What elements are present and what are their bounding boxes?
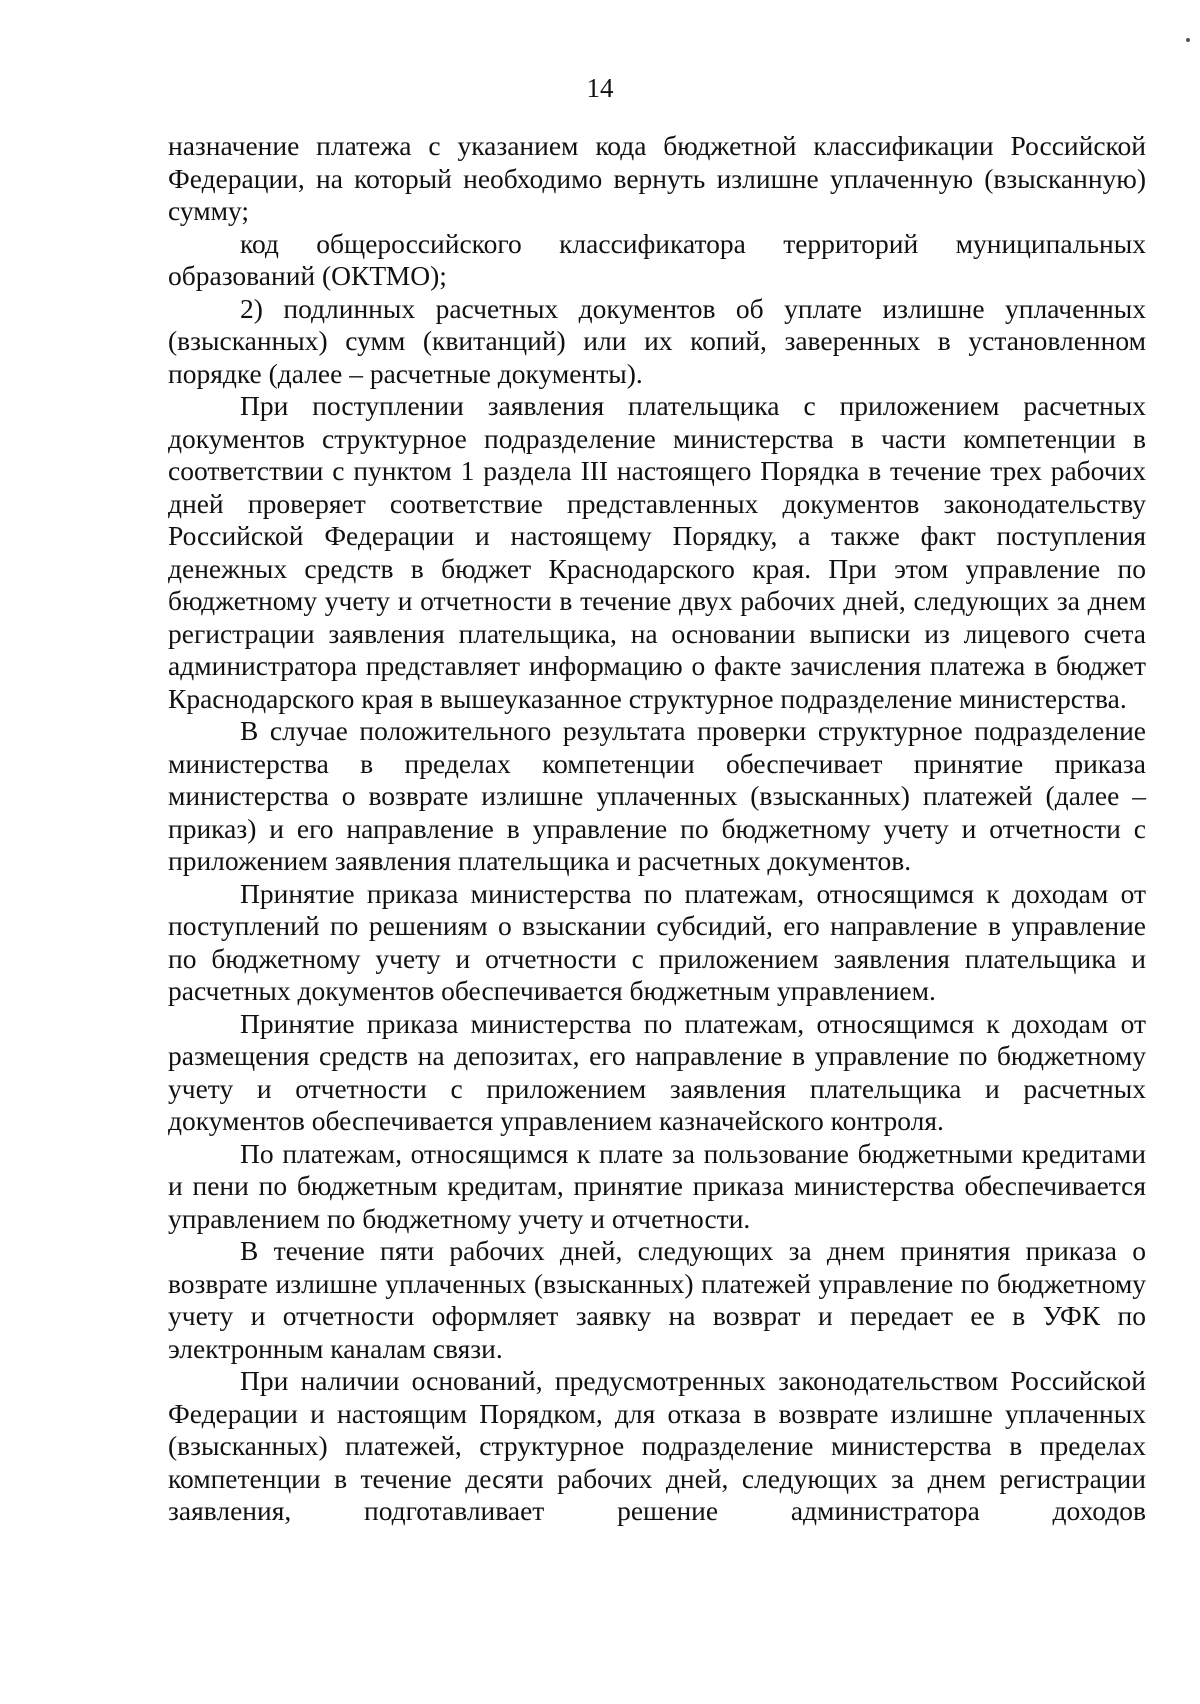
paragraph-deposit-order: Принятие приказа министерства по платежам, относящимся к доходам от размещения средств на депозитах, его направление в управление по бюджетному учету и отчетности с приложением заявления плательщика и расчетных документов обеспечивается управлением казначейского контроля. <box>168 1007 1146 1136</box>
paragraph-positive-result: В случае положительного результата проверки структурное подразделение министерства в пределах компетенции обеспечивает принятие приказа министерства о возврате излишне уплаченных (взысканных) платежей (далее – приказ) и его направление в управление по бюджетному учету и отчетности с приложением заявления плательщика и расчетных документов. <box>168 715 1146 876</box>
paragraph-refund-request: В течение пяти рабочих дней, следующих за днем принятия приказа о возврате излишне уплаченных (взысканных) платежей управление по бюджетному учету и отчетности оформляет заявку на возврат и передает ее в УФК по электронным каналам связи. <box>168 1235 1146 1364</box>
paragraph-oktmo-code: код общероссийского классификатора территорий муниципальных образований (ОКТМО); <box>168 227 1146 291</box>
paragraph-subsidy-order: Принятие приказа министерства по платежам, относящимся к доходам от поступлений по решениям о взыскании субсидий, его направление в управление по бюджетному учету и отчетности с приложением заявления плательщика и расчетных документов обеспечивается бюджетным управлением. <box>168 877 1146 1006</box>
paragraph-application-review: При поступлении заявления плательщика с приложением расчетных документов структурное подразделение министерства в части компетенции в соответствии с пунктом 1 раздела III настоящего Порядка в течение трех рабочих дней проверяет соответствие представленных документов законодательству Российской Федерации и настоящему Порядку, а также факт поступления денежных средств в бюджет Краснодарского края. При этом управление по бюджетному учету и отчетности в течение двух рабочих дней, следующих за днем регистрации заявления плательщика, на основании выписки из лицевого счета администратора представляет информацию о факте зачисления платежа в бюджет Краснодарского края в вышеуказанное структурное подразделение министерства. <box>168 390 1146 714</box>
paragraph-refusal-grounds: При наличии оснований, предусмотренных законодательством Российской Федерации и настоящим Порядком, для отказа в возврате излишне уплаченных (взысканных) платежей, структурное подразделение министерства в пределах компетенции в течение десяти рабочих дней, следующих за днем регистрации заявления, подготавливает решение администратора доходов <box>168 1365 1146 1526</box>
scan-speck <box>1186 38 1190 42</box>
document-body <box>168 130 1146 1528</box>
paragraph-payment-purpose: назначение платежа с указанием кода бюджетной классификации Российской Федерации, на который необходимо вернуть излишне уплаченную (взысканную) сумму; <box>168 130 1146 226</box>
paragraph-credit-payments: По платежам, относящимся к плате за пользование бюджетными кредитами и пени по бюджетным кредитам, принятие приказа министерства обеспечивается управлением по бюджетному учету и отчетности. <box>168 1137 1146 1234</box>
paragraph-original-documents: 2) подлинных расчетных документов об уплате излишне уплаченных (взысканных) сумм (квитанций) или их копий, заверенных в установленном порядке (далее – расчетные документы). <box>168 292 1146 389</box>
page-number: 14 <box>586 73 614 103</box>
